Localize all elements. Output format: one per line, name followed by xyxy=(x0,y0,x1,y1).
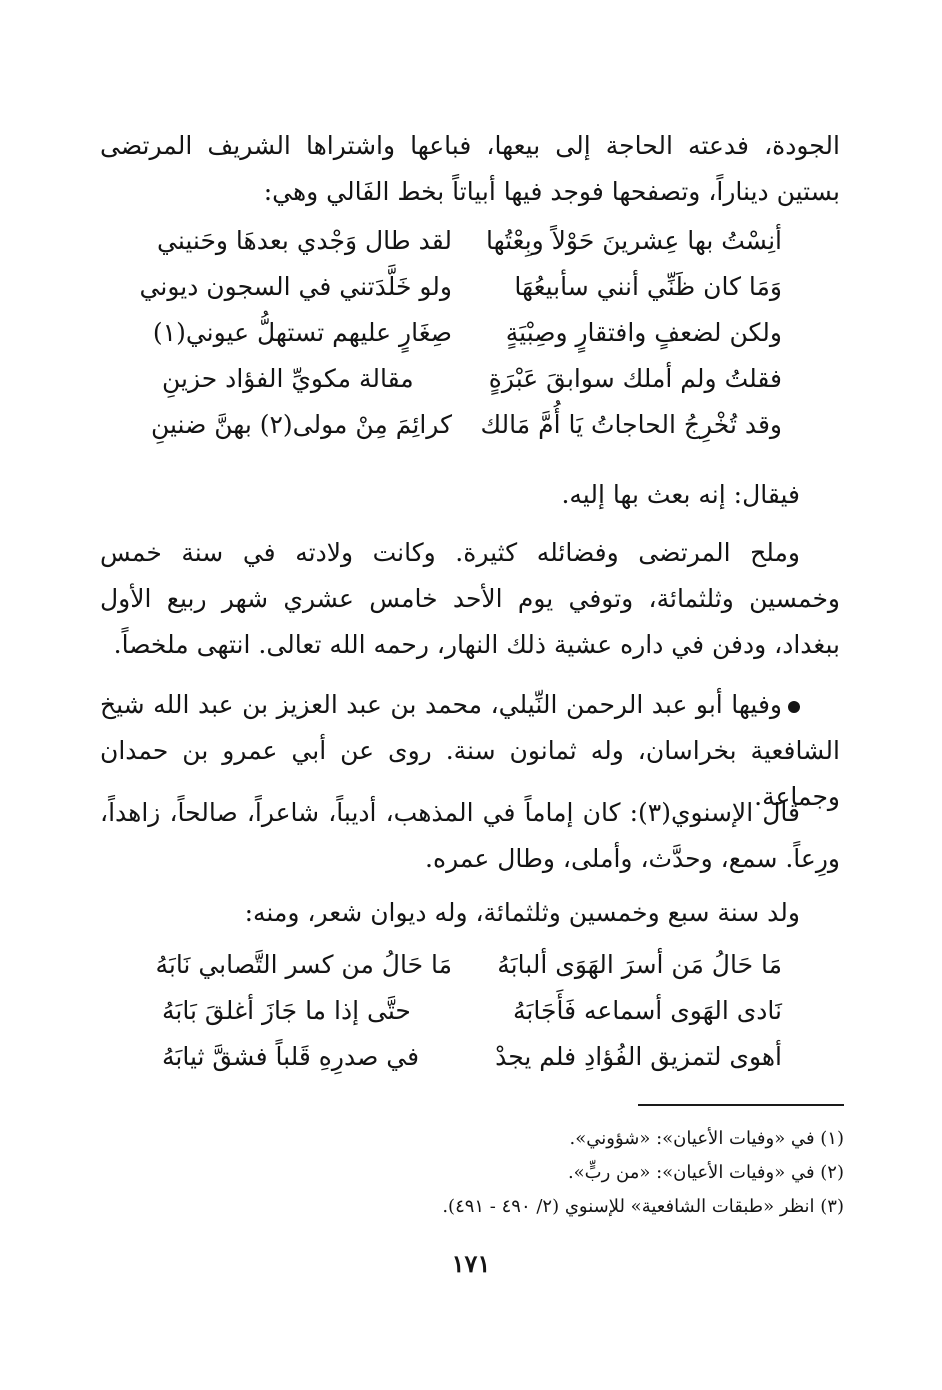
footnote-divider xyxy=(638,1104,844,1106)
bullet-icon xyxy=(788,701,800,713)
verse-second-hemistich: في صدرِهِ قَلباً فشقَّ ثيابَهُ xyxy=(162,1042,420,1071)
text-block-death xyxy=(100,530,840,668)
poem-1 xyxy=(139,218,782,448)
verse-second-hemistich: حتَّى إذا ما جَازَ أغلقَ بَابَهُ xyxy=(162,996,411,1025)
born-paragraph: ولد سنة سبع وخمسين وثلثمائة، وله ديوان شعر، ومنه: xyxy=(244,898,800,927)
verse-line xyxy=(139,264,782,310)
verse-first-hemistich: مَا حَالُ مَن أسرَ الهَوَى ألبابَهُ xyxy=(497,950,782,979)
verse-line xyxy=(162,1034,782,1080)
text-block-after-poem xyxy=(100,472,840,518)
footnote: (٢) في «وفيات الأعيان»: «من ربٍّ». xyxy=(567,1162,844,1183)
verse-first-hemistich: نَادى الهَوى أسماعه فَأَجَابَهُ xyxy=(513,996,782,1025)
footnote: (٣) انظر «طبقات الشافعية» للإسنوي (٢/ ٤٩٠ - ٤٩١). xyxy=(442,1196,844,1217)
verse-second-hemistich: صِغَارٍ عليهم تستهلُّ عيوني(١) xyxy=(152,318,452,347)
page-number: ١٧١ xyxy=(451,1249,491,1278)
isnawi-paragraph: قال الإسنوي(٣): كان إماماً في المذهب، أديباً، شاعراً، صالحاً، زاهداً، ورِعاً. سمع، وحدَّث، وأملى، وطال عمره. xyxy=(100,798,840,873)
poem-2 xyxy=(155,942,782,1080)
text-block-isnawi xyxy=(100,790,840,882)
verse-line xyxy=(150,402,782,448)
verse-first-hemistich: فقلتُ ولم أملك سوابقَ عَبْرَةٍ xyxy=(488,364,782,393)
footnotes xyxy=(124,1122,844,1224)
text-block-born xyxy=(100,890,840,936)
death-paragraph: وملح المرتضى وفضائله كثيرة. وكانت ولادته في سنة خمس وخمسين وثلثمائة، وتوفي يوم الأحد خامس عشري شهر ربيع الأول ببغداد، ودفن في داره عشية ذلك النهار، رحمه الله تعالى. انتهى ملخصاً. xyxy=(100,538,840,659)
verse-first-hemistich: وَمَا كان ظَنِّي أنني سأبيعُهَا xyxy=(514,272,782,301)
after-poem-paragraph: فيقال: إنه بعث بها إليه. xyxy=(561,480,800,509)
verse-second-hemistich: مقالة مكويِّ الفؤاد حزينِ xyxy=(162,364,414,393)
verse-line xyxy=(152,310,782,356)
verse-line xyxy=(162,356,782,402)
verse-line xyxy=(162,988,782,1034)
verse-second-hemistich: مَا حَالُ من كسر التَّصابي نَابَهُ xyxy=(155,950,452,979)
verse-first-hemistich: وقد تُخْرِجُ الحاجاتُ يَا أُمَّ مَالك xyxy=(480,410,782,439)
verse-second-hemistich: لقد طال وَجْدي بعدهَا وحَنيني xyxy=(156,226,452,255)
verse-line xyxy=(156,218,782,264)
intro-paragraph: الجودة، فدعته الحاجة إلى بيعها، فباعها واشتراها الشريف المرتضى بستين ديناراً، وتصفحها فوجد فيها أبياتاً بخط الفَالي وهي: xyxy=(100,131,840,206)
verse-second-hemistich: ولو خَلَّدَتني في السجون ديوني xyxy=(139,272,452,301)
verse-line xyxy=(155,942,782,988)
verse-first-hemistich: أهوى لتمزيق الفُؤادِ فلم يجدْ xyxy=(495,1042,782,1071)
verse-second-hemistich: كرائِمَ مِنْ مولى(٢) بهنَّ ضنينِ xyxy=(150,410,452,439)
footnote: (١) في «وفيات الأعيان»: «شؤوني». xyxy=(569,1128,844,1149)
nili-text: وفيها أبو عبد الرحمن النِّيلي، محمد بن عبد العزيز بن عبد الله شيخ الشافعية بخراسان، وله ثمانون سنة. روى عن أبي عمرو بن حمدان وجماعة. xyxy=(100,690,840,811)
text-block-intro xyxy=(100,123,840,215)
verse-first-hemistich: ولكن لضعفٍ وافتقارٍ وصِبْيَةٍ xyxy=(505,318,782,347)
verse-first-hemistich: أنِسْتُ بها عِشرينَ حَوْلاً وبِعْتُها xyxy=(485,226,782,255)
